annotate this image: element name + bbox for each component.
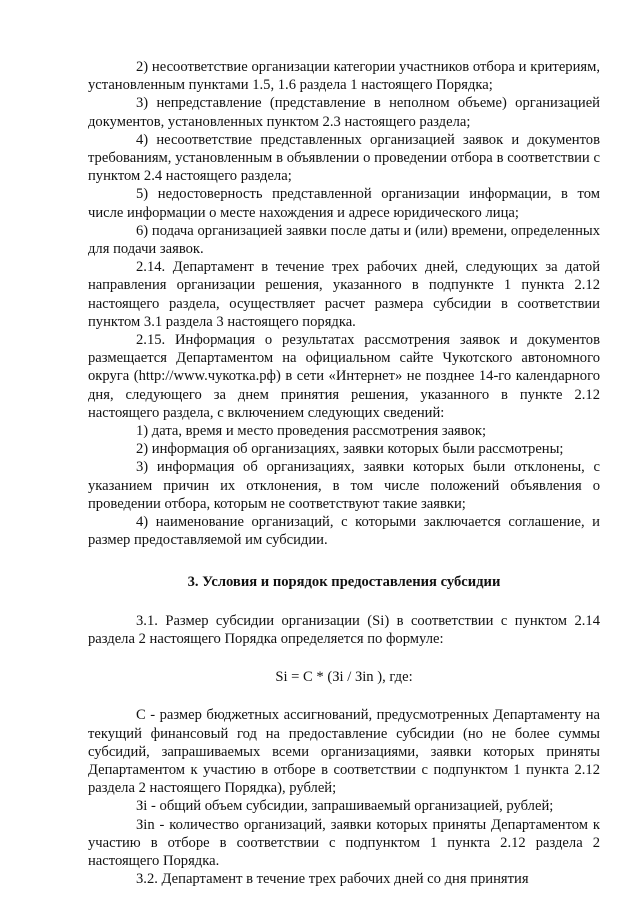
paragraph-item-6: 6) подача организацией заявки после даты и (или) времени, определенных для подачи заявок. [88,222,600,258]
paragraph-3-1: 3.1. Размер субсидии организации (Si) в соответствии с пунктом 2.14 раздела 2 настоящего Порядка определяется по формуле: [88,612,600,647]
paragraph-item-3: 3) непредставление (представление в неполном объеме) организацией документов, установленных пунктом 2.3 настоящего раздела; [88,95,600,130]
formula: Si = C * (Зi / Зin ), где: [275,669,413,686]
section-heading: 3. Условия и порядок предоставления субсидии [187,574,501,591]
paragraph-2-15-item-2: 2) информация об организациях, заявки которых были рассмотрены; [136,441,564,458]
definition-zin: Зin - количество организаций, заявки которых приняты Департаментом к участию в отборе в соответствии с подпунктом 1 пункта 2.12 раздела 2 настоящего Порядка. [88,816,600,869]
definition-zi: Зi - общий объем субсидии, запрашиваемый организацией, рублей; [136,798,554,815]
paragraph-item-5: 5) недостоверность представленной организации информации, в том числе информации о месте нахождения и адресе юридического лица; [88,186,600,221]
paragraph-2-14: 2.14. Департамент в течение трех рабочих дней, следующих за датой направления организации решения, указанного в подпункте 1 пункта 2.12 настоящего раздела, осуществляет расчет размера субсидии в соответствии пунктом 3.1 раздела 3 настоящего порядка. [88,259,600,330]
paragraph-2-15-item-3: 3) информация об организациях, заявки которых были отклонены, с указанием причин их отклонения, в том числе положений объявления о проведении отбора, которым не соответствуют такие заявки; [88,459,600,512]
definition-c: С - размер бюджетных ассигнований, предусмотренных Департаменту на текущий финансовый год на предоставление субсидии (но не более суммы субсидий, запрашиваемых всеми организациями, заявки которых приняты Департаментом к участию в отборе в соответствии с подпунктом 1 пункта 2.12 раздела 2 настоящего Порядка), рублей; [88,707,600,797]
paragraph-3-2: 3.2. Департамент в течение трех рабочих дней со дня принятия [136,871,529,888]
paragraph-2-15-item-1: 1) дата, время и место проведения рассмотрения заявок; [136,423,487,440]
paragraph-item-2: 2) несоответствие организации категории участников отбора и критериям, установленным пунктами 1.5, 1.6 раздела 1 настоящего Порядка; [88,59,600,94]
paragraph-2-15: 2.15. Информация о результатах рассмотрения заявок и документов размещается Департаментом на официальном сайте Чукотского автономного округа (http://www.чукотка.рф) в сети «Интернет» не позднее 14-го календарного дня, следующего за днем принятия решения, указанного в пункте 2.12 настоящего раздела, с включением следующих сведений: [88,332,600,421]
paragraph-2-15-item-4: 4) наименование организаций, с которыми заключается соглашение, и размер предоставляемой им субсидии. [88,514,600,549]
document-page [88,58,600,888]
paragraph-item-4: 4) несоответствие представленных организацией заявок и документов требованиям, установленным в объявлении о проведении отбора в соответствии с пунктом 2.4 настоящего раздела; [88,131,600,185]
